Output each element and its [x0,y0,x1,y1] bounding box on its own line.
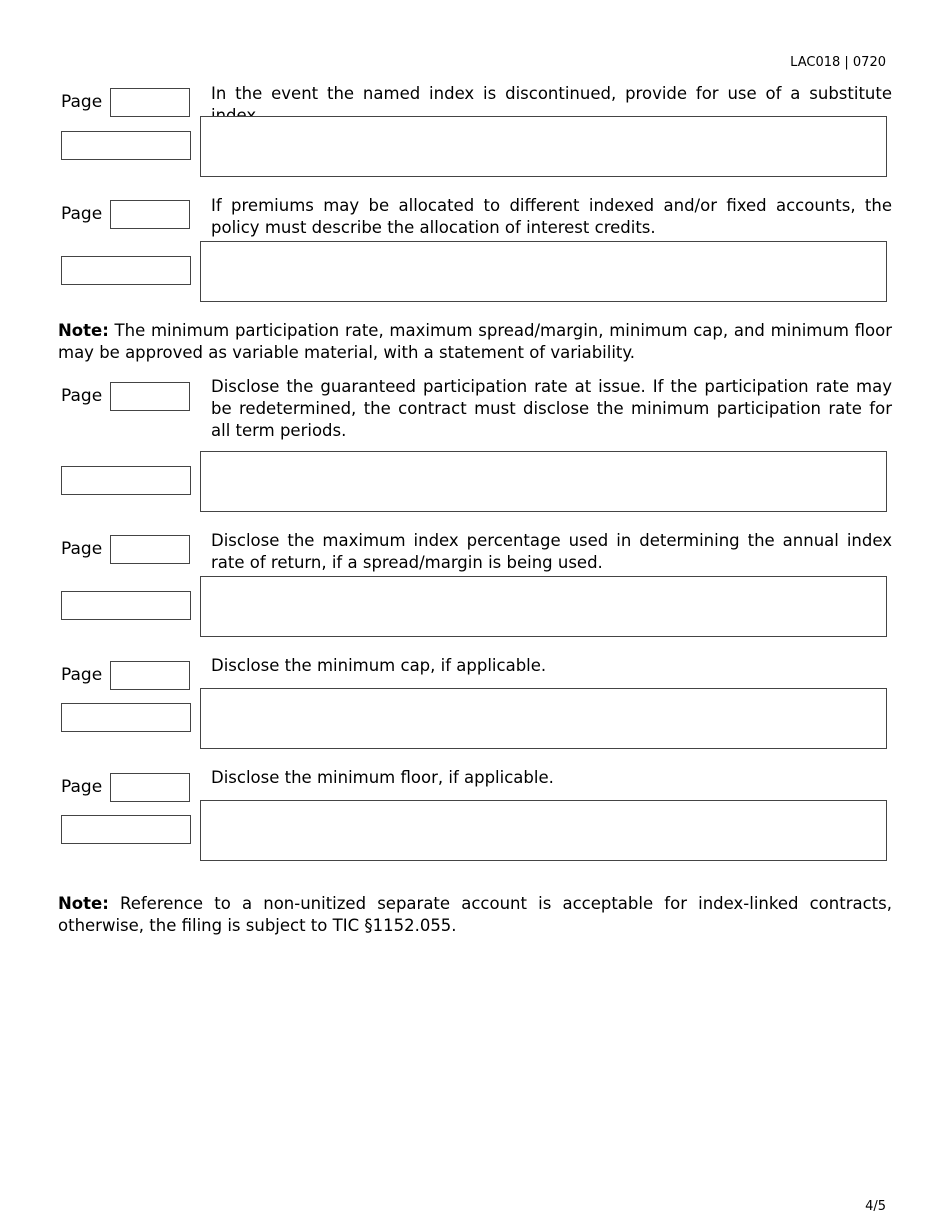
response-box[interactable] [200,116,887,177]
response-box[interactable] [200,241,887,302]
reference-input[interactable] [61,256,191,285]
page-number-input[interactable] [110,382,190,411]
note-label: Note: [58,894,109,913]
page-number-input[interactable] [110,88,190,117]
reference-input[interactable] [61,466,191,495]
response-box[interactable] [200,451,887,512]
response-box[interactable] [200,800,887,861]
requirement-text: Disclose the minimum floor, if applicable. [211,768,554,787]
page-label: Page [61,777,103,797]
page-label: Page [61,92,103,112]
reference-input[interactable] [61,131,191,160]
requirement-text: Disclose the guaranteed participation rate at issue. If the participation rate may be redetermined, the contract must disclose the minimum participation rate for all term periods. [211,377,892,440]
page-number-input[interactable] [110,773,190,802]
page-number: 4/5 [865,1199,886,1214]
note-paragraph [58,320,892,364]
note-text: The minimum participation rate, maximum spread/margin, minimum cap, and minimum floor may be approved as variable material, with a statement of variability. [58,321,892,362]
requirement-text: Disclose the minimum cap, if applicable. [211,656,547,675]
reference-input[interactable] [61,591,191,620]
requirement-text: Disclose the maximum index percentage used in determining the annual index rate of return, if a spread/margin is being used. [211,531,892,572]
page-label: Page [61,665,103,685]
note-label: Note: [58,321,109,340]
page-number-input[interactable] [110,661,190,690]
reference-input[interactable] [61,703,191,732]
note-paragraph [58,893,892,937]
reference-input[interactable] [61,815,191,844]
response-box[interactable] [200,576,887,637]
page-number-input[interactable] [110,200,190,229]
page-number-input[interactable] [110,535,190,564]
response-box[interactable] [200,688,887,749]
page-label: Page [61,204,103,224]
requirement-text: In the event the named index is discontinued, provide for use of a substitute [211,84,892,103]
requirement-text: If premiums may be allocated to different indexed and/or fixed accounts, the policy must describe the allocation of interest credits. [211,196,892,237]
form-code: LAC018 | 0720 [790,55,886,70]
page-label: Page [61,386,103,406]
page-label: Page [61,539,103,559]
note-text: Reference to a non-unitized separate account is acceptable for index-linked contracts, otherwise, the filing is subject to TIC §1152.055. [58,894,892,935]
